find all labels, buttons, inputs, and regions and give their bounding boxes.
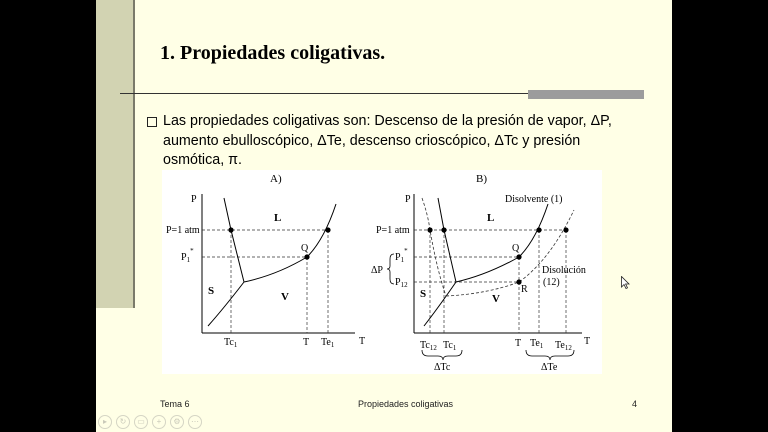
panel-b-delta-te: ΔTe — [541, 362, 558, 373]
title-underline-accent — [528, 90, 644, 99]
panel-a-region-v: V — [281, 291, 289, 303]
panel-b-solution-label-line1: Disolución — [542, 265, 586, 276]
left-accent-shadow — [133, 0, 135, 308]
panel-b-y-axis-label: P — [405, 194, 411, 205]
panel-b-point-r-label: R — [521, 284, 528, 295]
panel-a-x-axis-label: T — [359, 336, 366, 347]
panel-b-solvent-label: Disolvente (1) — [505, 194, 563, 205]
panel-a — [166, 173, 365, 349]
footer-topic: Tema 6 — [160, 399, 190, 409]
panel-a-point-te — [325, 227, 330, 232]
bullet-text: Las propiedades coligativas son: Descenso de la presión de vapor, ΔP, aumento ebulloscópico, ΔTe, descenso crioscópico, ΔTc y presión osmótica, π. — [163, 113, 612, 168]
play-icon[interactable]: ▸ — [98, 415, 112, 429]
panel-b-region-s: S — [420, 288, 427, 300]
left-accent-bar — [96, 0, 133, 308]
panel-b-point-tc12 — [427, 227, 432, 232]
panel-b-label: B) — [476, 173, 487, 185]
panel-a-fusion-curve — [224, 198, 244, 282]
panel-b-delta-tc: ΔTc — [434, 362, 451, 373]
footer-page-number: 4 — [632, 399, 638, 409]
phase-diagrams-svg — [162, 170, 602, 374]
panel-a-tick-tc: $Tc_1$ — [224, 337, 238, 349]
panel-b-point-q — [516, 254, 521, 259]
panel-a-tick-t: T — [303, 337, 310, 348]
zoom-icon[interactable]: + — [152, 415, 166, 429]
mouse-cursor-icon — [621, 276, 630, 289]
panel-b-tick-tc12: $Tc_{12}$ — [420, 340, 437, 352]
refresh-icon[interactable]: ↻ — [116, 415, 130, 429]
panel-b-region-v: V — [492, 293, 500, 305]
panel-a-vaporization-curve — [244, 204, 336, 282]
more-icon[interactable]: ⋯ — [188, 415, 202, 429]
panel-b-point-q-label: Q — [512, 243, 520, 254]
panel-b-point-te1 — [536, 227, 541, 232]
panel-a-label: A) — [270, 173, 282, 185]
panel-a-point-q — [304, 254, 309, 259]
panel-b-region-l: L — [487, 212, 495, 224]
panel-b-x-axis-label: T — [584, 336, 591, 347]
panel-a-patm-label: P=1 atm — [166, 225, 200, 236]
phase-diagram-figure — [162, 170, 602, 374]
panel-a-y-axis-label: P — [191, 194, 197, 205]
panel-b-solvent-fusion-curve — [438, 198, 456, 282]
panel-a-point-tc — [228, 227, 233, 232]
screen-icon[interactable]: ▭ — [134, 415, 148, 429]
panel-b-tick-te1: $Te_1$ — [530, 338, 544, 350]
slide — [96, 0, 672, 432]
panel-b-solvent-sublimation-curve — [424, 282, 456, 326]
bullet-checkbox-icon — [147, 117, 157, 127]
presentation-controls — [98, 415, 202, 431]
panel-b-point-te12 — [563, 227, 568, 232]
panel-b-tick-t: T — [515, 338, 522, 349]
panel-b-delta-p: ΔP — [371, 265, 383, 276]
panel-a-region-l: L — [274, 212, 282, 224]
panel-b-tick-te12: $Te_{12}$ — [555, 340, 572, 352]
panel-b-patm-label: P=1 atm — [376, 225, 410, 236]
panel-b-solution-label-line2: (12) — [543, 277, 560, 288]
panel-b-solution-fusion-curve — [422, 198, 446, 296]
panel-b-point-tc1 — [441, 227, 446, 232]
panel-b-delta-p-brace — [387, 254, 394, 284]
panel-a-p1-label: $P_1^*$ — [181, 247, 194, 264]
panel-a-point-q-label: Q — [301, 243, 309, 254]
panel-a-tick-te: $Te_1$ — [321, 337, 335, 349]
panel-a-region-s: S — [208, 285, 215, 297]
footer-title: Propiedades coligativas — [358, 399, 454, 409]
slide-title: 1. Propiedades coligativas. — [160, 42, 386, 64]
panel-b — [371, 173, 590, 373]
panel-b-solvent-vaporization-curve — [456, 204, 548, 282]
panel-b-tick-tc1: $Tc_1$ — [443, 340, 457, 352]
panel-b-p12-label: $P_{12}$ — [395, 277, 408, 289]
settings-icon[interactable]: ⚙ — [170, 415, 184, 429]
panel-b-p1-label: $P_1^*$ — [395, 247, 408, 264]
